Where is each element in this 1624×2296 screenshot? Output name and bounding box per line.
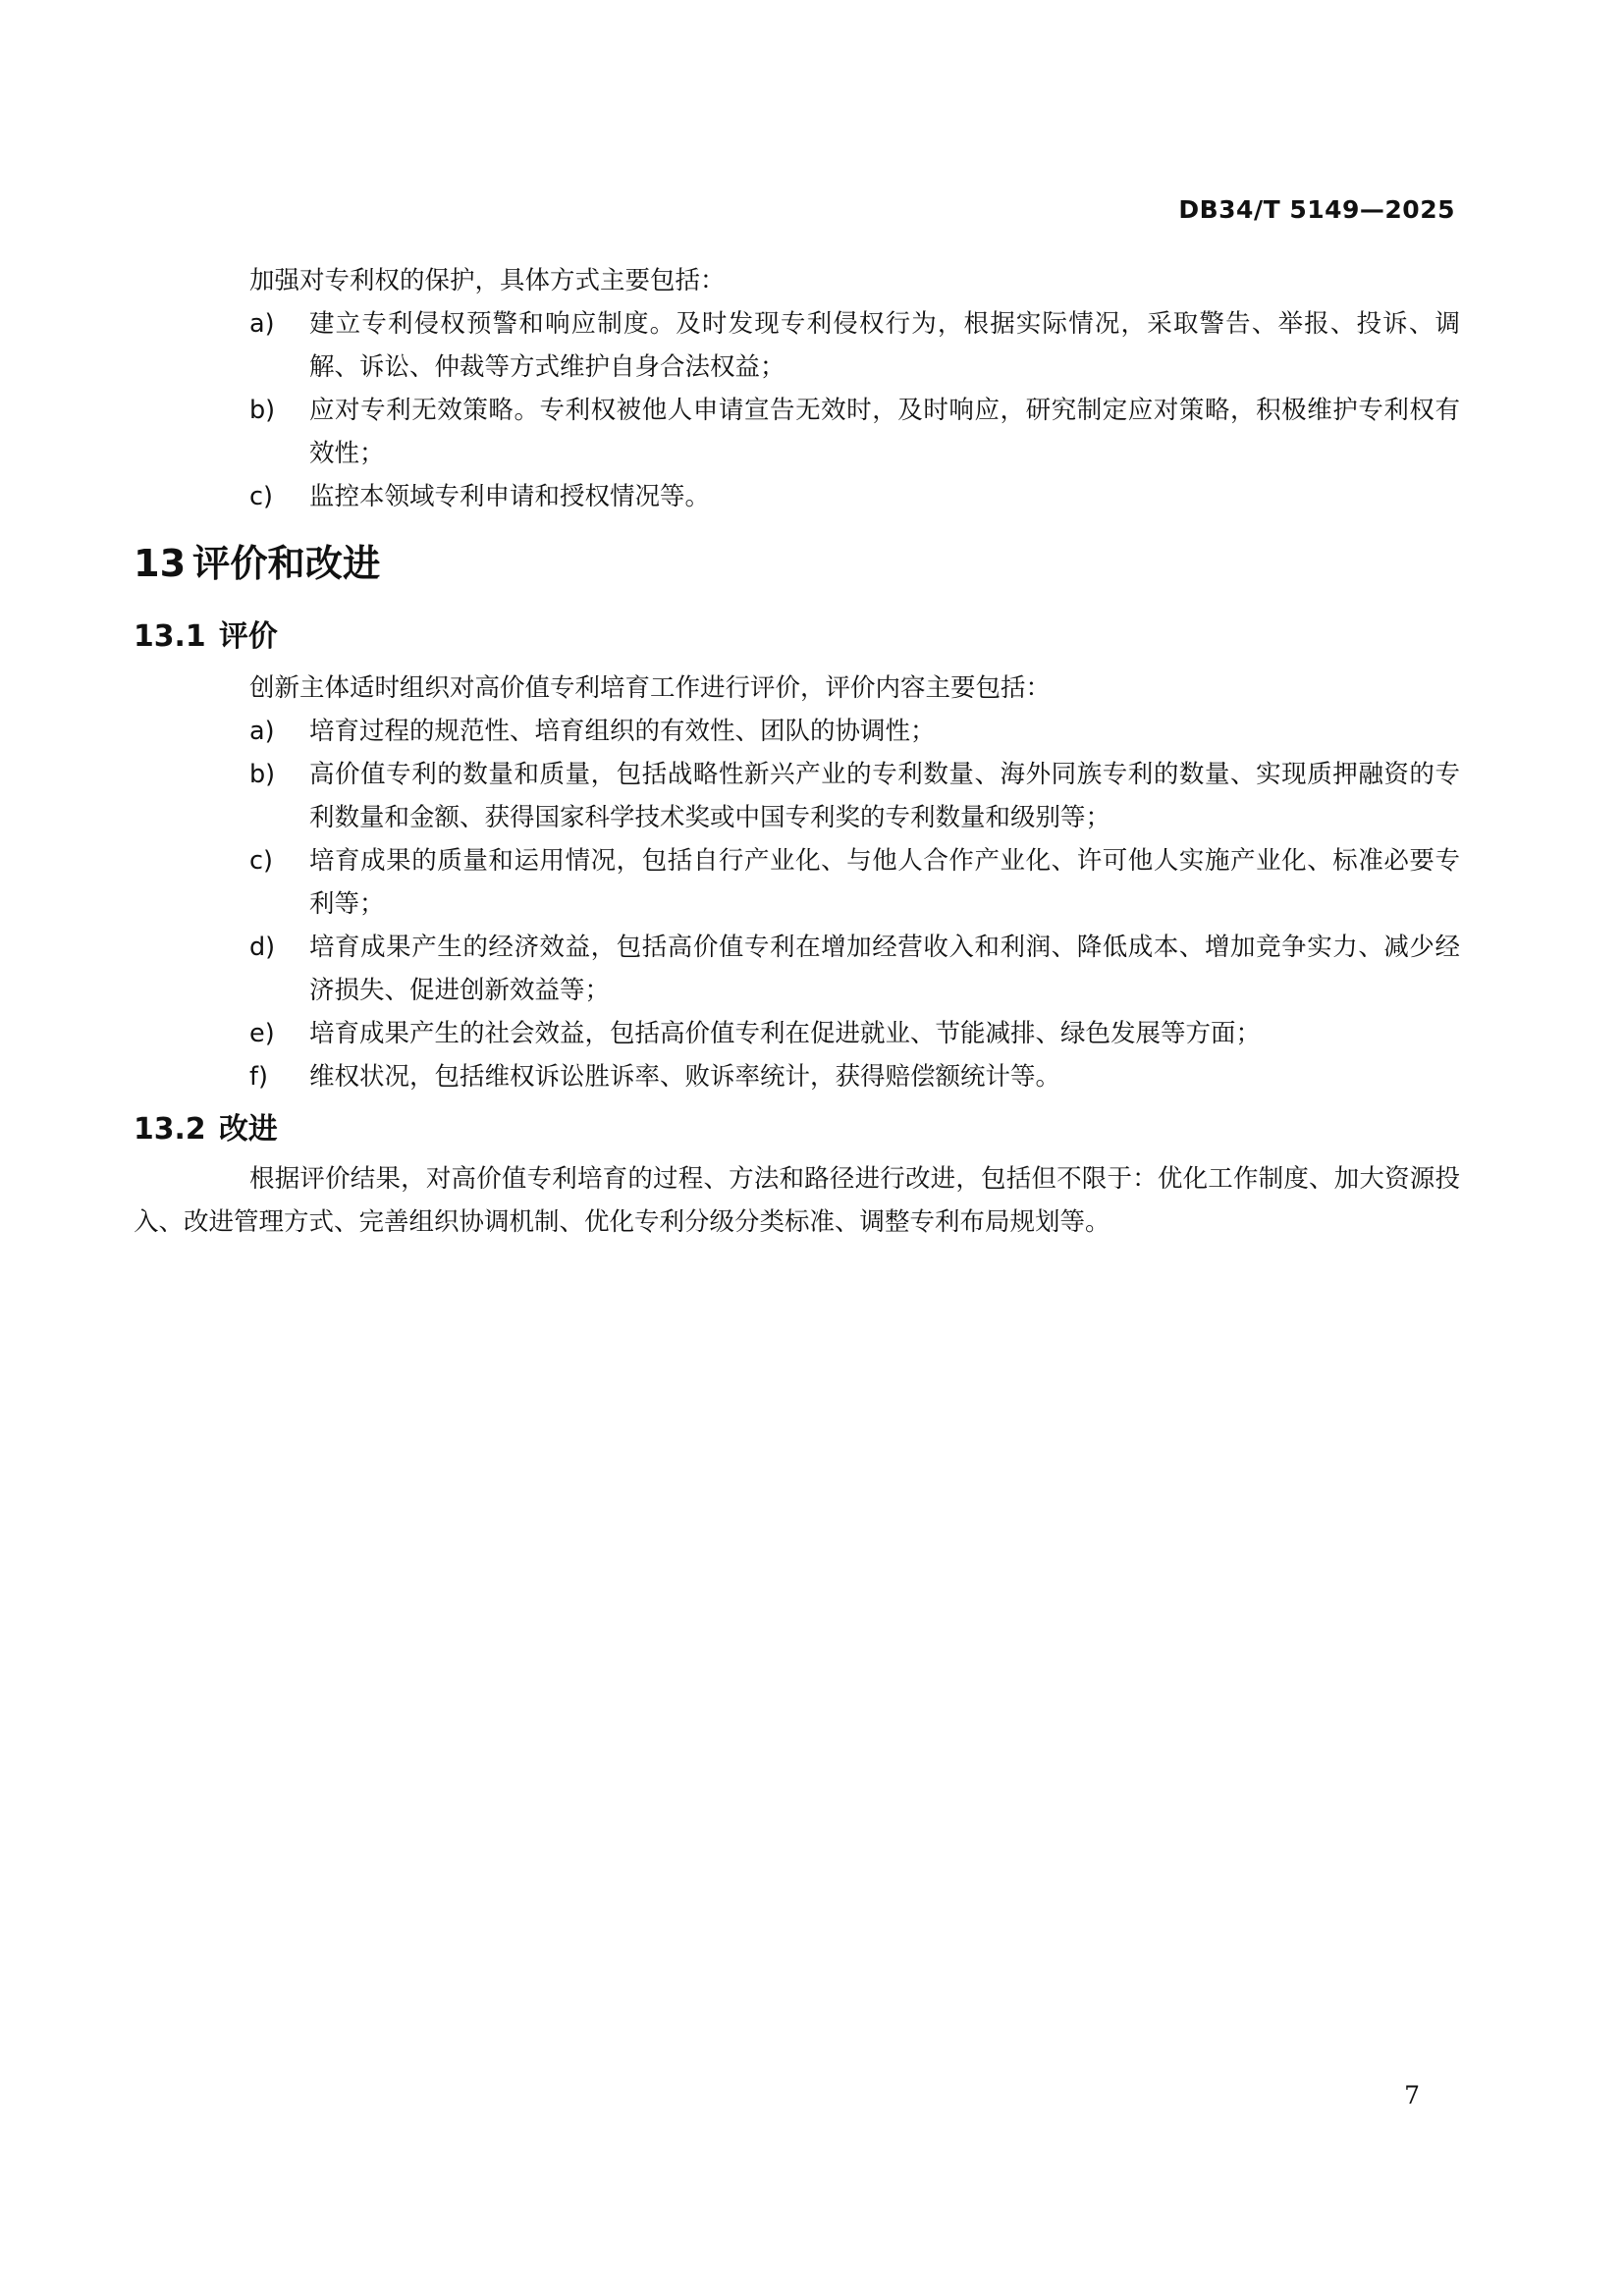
list-item-text: 培育成果的质量和运用情况，包括自行产业化、与他人合作产业化、许可他人实施产业化、标准必要专利等； bbox=[309, 846, 1460, 919]
list-marker: f) bbox=[249, 1062, 268, 1092]
list-item-text: 高价值专利的数量和质量，包括战略性新兴产业的专利数量、海外同族专利的数量、实现质押融资的专利数量和金额、获得国家科学技术奖或中国专利奖的专利数量和级别等； bbox=[309, 760, 1460, 832]
list-marker: a) bbox=[249, 309, 275, 339]
evaluation-intro: 创新主体适时组织对高价值专利培育工作进行评价，评价内容主要包括： bbox=[249, 673, 1052, 703]
list-marker: c) bbox=[249, 482, 273, 511]
list-marker: b) bbox=[249, 760, 276, 789]
section-13-heading bbox=[134, 543, 1460, 586]
list-item bbox=[193, 1012, 1460, 1055]
improvement-paragraph: 根据评价结果，对高价值专利培育的过程、方法和路径进行改进，包括但不限于：优化工作制度、加大资源投入、改进管理方式、完善组织协调机制、优化专利分级分类标准、调整专利布局规划等。 bbox=[134, 1164, 1460, 1237]
list-marker: a) bbox=[249, 717, 275, 746]
list-item bbox=[193, 839, 1460, 926]
list-marker: b) bbox=[249, 396, 276, 425]
list-item bbox=[193, 753, 1460, 839]
list-item-text: 监控本领域专利申请和授权情况等。 bbox=[309, 482, 711, 511]
list-item-text: 应对专利无效策略。专利权被他人申请宣告无效时，及时响应，研究制定应对策略，积极维护专利权有效性； bbox=[309, 396, 1460, 468]
protection-intro: 加强对专利权的保护，具体方式主要包括： bbox=[249, 266, 726, 295]
list-item bbox=[193, 710, 1460, 753]
list-item-text: 培育成果产生的社会效益，包括高价值专利在促进就业、节能减排、绿色发展等方面； bbox=[309, 1019, 1262, 1048]
section-title: 改进 bbox=[219, 1112, 278, 1147]
list-item bbox=[193, 389, 1460, 475]
list-item bbox=[193, 1055, 1460, 1098]
list-marker: d) bbox=[249, 933, 276, 962]
evaluation-list bbox=[193, 710, 1460, 1098]
section-13-1-heading bbox=[134, 615, 1460, 659]
page-number: 7 bbox=[1404, 2081, 1420, 2109]
list-item bbox=[193, 302, 1460, 389]
section-title: 评价和改进 bbox=[192, 542, 381, 586]
list-item bbox=[193, 475, 1460, 518]
page-content bbox=[134, 259, 1460, 1244]
protection-list bbox=[193, 302, 1460, 518]
section-number: 13.2 bbox=[134, 1112, 206, 1147]
list-marker: e) bbox=[249, 1019, 275, 1048]
list-marker: c) bbox=[249, 846, 273, 876]
list-item-text: 建立专利侵权预警和响应制度。及时发现专利侵权行为，根据实际情况，采取警告、举报、投诉、调解、诉讼、仲裁等方式维护自身合法权益； bbox=[309, 309, 1460, 382]
list-item-text: 培育过程的规范性、培育组织的有效性、团队的协调性； bbox=[309, 717, 936, 746]
list-item bbox=[193, 926, 1460, 1012]
list-item-text: 培育成果产生的经济效益，包括高价值专利在增加经营收入和利润、降低成本、增加竞争实力、减少经济损失、促进创新效益等； bbox=[309, 933, 1460, 1005]
section-13-2-heading bbox=[134, 1108, 1460, 1151]
section-number: 13 bbox=[134, 542, 187, 586]
section-title: 评价 bbox=[219, 619, 278, 654]
document-code: DB34/T 5149—2025 bbox=[1178, 195, 1455, 224]
section-number: 13.1 bbox=[134, 619, 206, 654]
list-item-text: 维权状况，包括维权诉讼胜诉率、败诉率统计，获得赔偿额统计等。 bbox=[309, 1062, 1061, 1092]
